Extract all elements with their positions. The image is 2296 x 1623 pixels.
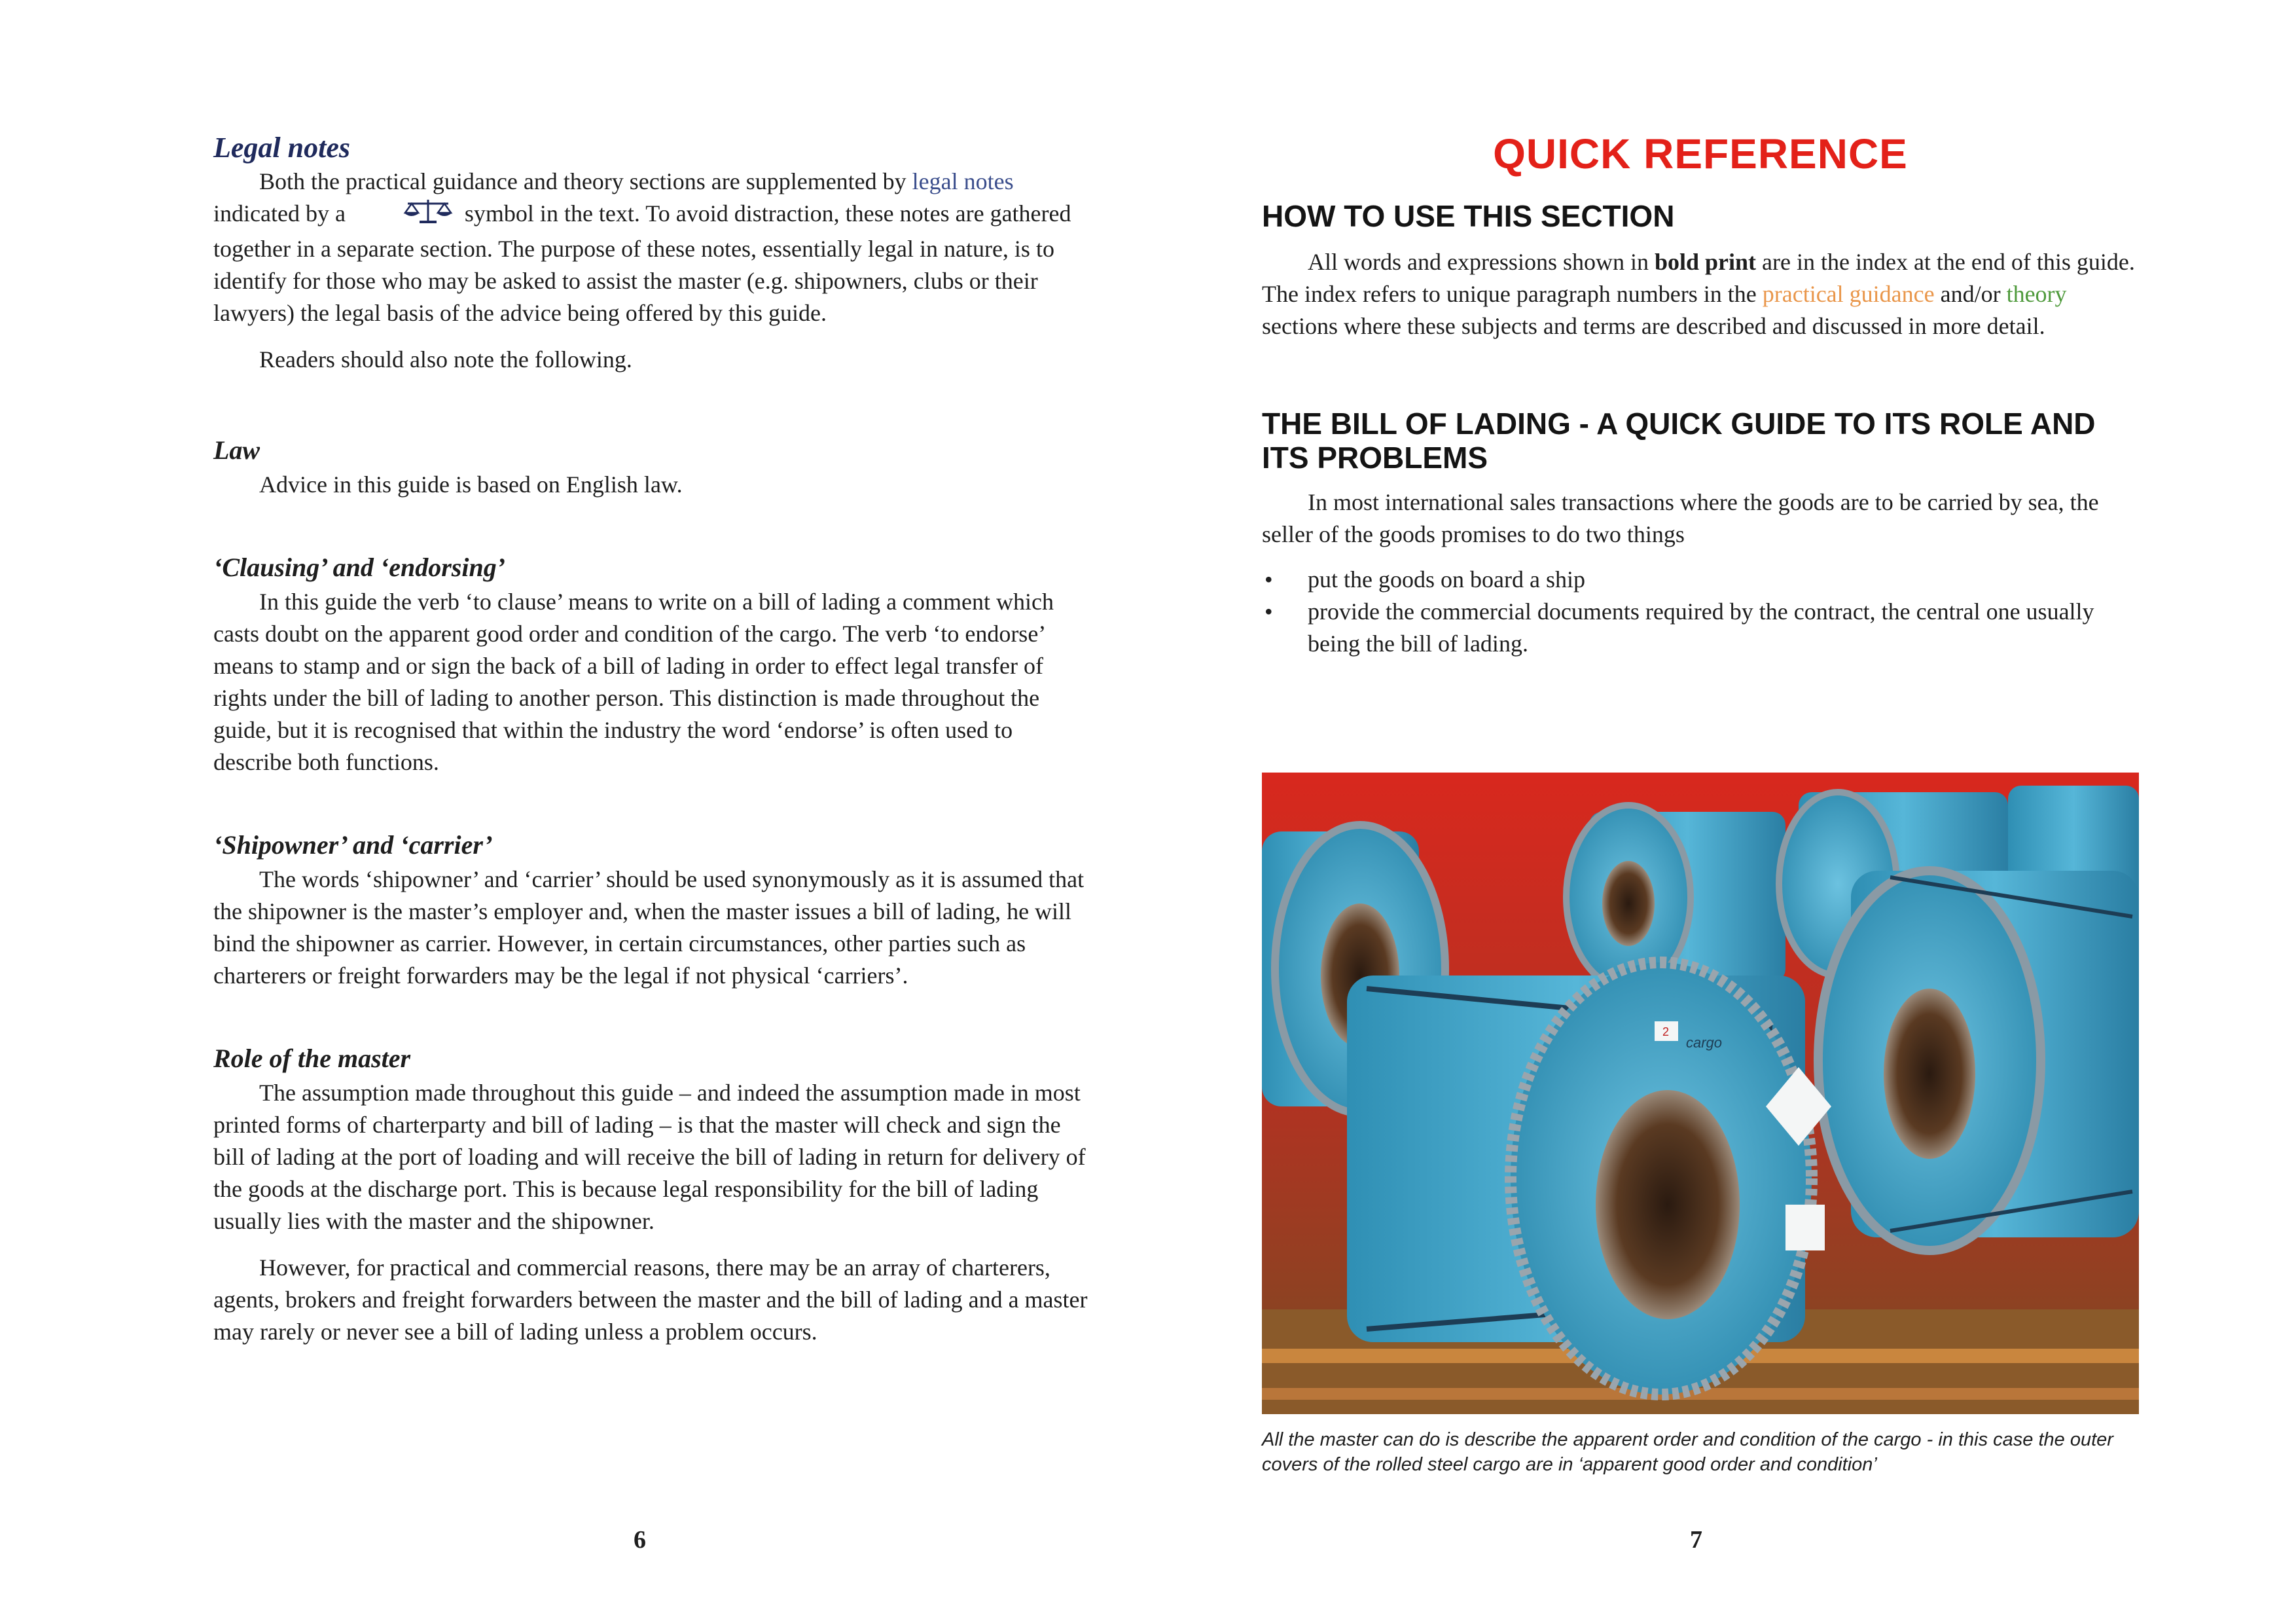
photo-cargo-label: cargo [1686,1034,1723,1051]
clausing-heading: ‘Clausing’ and ‘endorsing’ [213,553,506,583]
how-to-text-b: are in the index at the end of this guide. The index refers to unique paragraph numbers in the [1262,249,2135,308]
readers-note-paragraph: Readers should also note the following. [259,346,632,373]
legal-notes-text-c: symbol in the text. To avoid distraction, these notes are gathered together in a separate section. The purpose of these notes, essentially legal in nature, is to identify for those who may be asked to assist the master (e.g. shipowners, clubs or their lawyers) the legal basis of the advice being offered by this guide. [213,200,1071,327]
bill-of-lading-paragraph: In most international sales transactions where the goods are to be carried by sea, the seller of the goods promises to do two things [1262,489,2099,548]
list-item-text: provide the commercial documents required by the contract, the central one usually being the bill of lading. [1308,598,2094,657]
left-column [213,131,1097,1348]
bullet-icon: • [1265,598,1273,625]
list-item-text: put the goods on board a ship [1308,566,1585,593]
theory-link[interactable]: theory [2006,281,2067,308]
legal-notes-text-b: indicated by a [213,200,351,227]
law-section [213,435,1097,501]
shipowner-heading: ‘Shipowner’ and ‘carrier’ [213,830,493,860]
right-page [1148,0,2296,1623]
bullet-list [1262,564,2145,660]
page-number-left: 6 [634,1526,646,1554]
page-number-right: 7 [1690,1526,1702,1554]
bullet-icon: • [1265,566,1273,593]
law-heading: Law [213,435,260,465]
how-to-text-c: and/or [1934,281,2007,308]
shipowner-paragraph: The words ‘shipowner’ and ‘carrier’ should be used synonymously as it is assumed that the shipowner is the master’s employer and, when the master issues a bill of lading, he will bind the shipowner as carrier. However, in certain circumstances, other parties such as charterers or freight forwarders may be the legal if not physical ‘carriers’. [213,866,1085,989]
right-column [1262,131,2145,660]
scales-of-justice-icon [357,198,454,233]
legal-notes-link[interactable]: legal notes [912,168,1014,194]
clausing-paragraph: In this guide the verb ‘to clause’ means to write on a bill of lading a comment which casts doubt on the apparent good order and condition of the cargo. The verb ‘to endorse’ means to stamp and or sign the back of a bill of lading in order to effect legal transfer of rights under the bill of lading to another person. This distinction is made throughout the guide, but it is recognised that within the industry the word ‘endorse’ is often used to describe both functions. [213,589,1054,776]
bill-of-lading-heading: THE BILL OF LADING - A QUICK GUIDE TO ITS ROLE AND ITS PROBLEMS [1262,407,2096,475]
list-item [1262,564,2145,596]
how-to-text-a: All words and expressions shown in [1308,249,1655,276]
legal-notes-heading: Legal notes [213,132,350,164]
legal-notes-text-a: Both the practical guidance and theory sections are supplemented by [259,168,912,194]
law-paragraph: Advice in this guide is based on English law. [259,471,683,498]
bold-print-term: bold print [1654,249,1757,276]
photo-sticker-text: 2 [1662,1025,1670,1038]
clausing-section [213,552,1097,778]
role-heading: Role of the master [213,1044,411,1074]
role-paragraph-1: The assumption made throughout this guide – and indeed the assumption made in most printed forms of charterparty and bill of lading – is that the master will check and sign the bill of lading at the port of loading and will receive the bill of lading in return for delivery of the goods at the discharge port. This is because legal responsibility for the bill of lading usually lies with the master and the shipowner. [213,1080,1086,1235]
role-section [213,1043,1097,1348]
list-item [1262,596,2145,660]
how-to-heading: HOW TO USE THIS SECTION [1262,199,1675,234]
how-to-paragraph [1262,246,2145,342]
shipowner-section [213,830,1097,992]
steel-coils-photo [1262,773,2139,1414]
legal-notes-paragraph [213,166,1097,329]
quick-reference-title: QUICK REFERENCE [1493,130,1908,177]
how-to-text-d: sections where these subjects and terms are described and discussed in more detail. [1262,313,2045,340]
role-paragraph-2: However, for practical and commercial reasons, there may be an array of charterers, agents, brokers and freight forwarders between the master and the bill of lading and a master may rarely or never see a bill of lading unless a problem occurs. [213,1254,1088,1345]
photo-caption: All the master can do is describe the apparent order and condition of the cargo - in this case the outer covers of the rolled steel cargo are in ‘apparent good order and condition’ [1262,1429,2113,1475]
practical-guidance-link[interactable]: practical guidance [1762,281,1935,308]
